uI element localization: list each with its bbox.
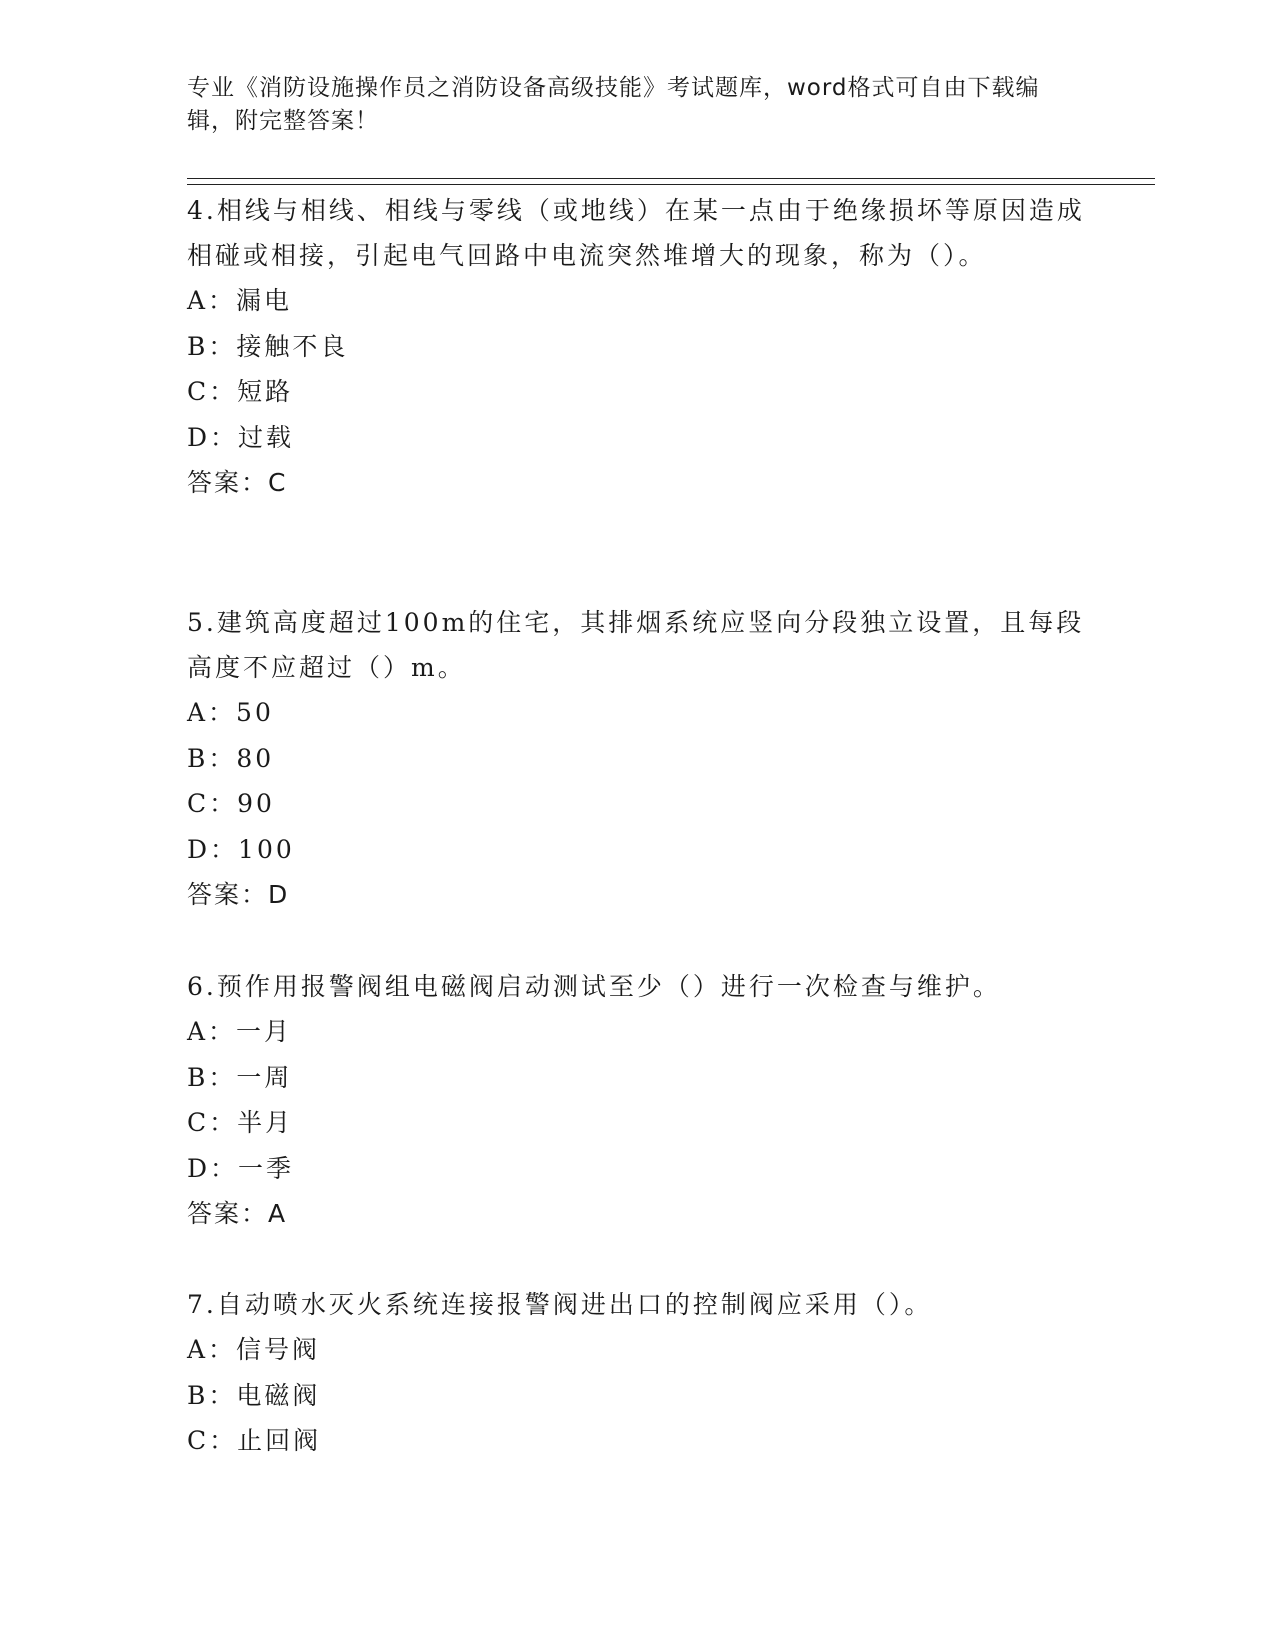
answer-line: 答案：A (187, 1199, 288, 1228)
option-a: A：信号阀 (187, 1335, 321, 1364)
option-b: B：80 (187, 743, 275, 773)
option-b: B：接触不良 (187, 331, 349, 361)
option-d: D：一季 (187, 1153, 295, 1183)
option-a: A：50 (187, 698, 274, 727)
option-b: B：一周 (187, 1062, 293, 1092)
question-stem: 7.自动喷水灭火系统连接报警阀进出口的控制阀应采用（）。 (187, 1290, 933, 1319)
option-b: B：电磁阀 (187, 1380, 321, 1410)
option-c: C：短路 (187, 377, 294, 406)
option-c: C：90 (187, 789, 275, 818)
question-stem: 5.建筑高度超过100m的住宅，其排烟系统应竖向分段独立设置，且每段高度不应超过（）m。 (187, 608, 1085, 682)
question-5 (187, 600, 1087, 917)
option-a: A：一月 (187, 1017, 293, 1046)
option-d: D：过载 (187, 422, 295, 452)
option-a: A：漏电 (187, 286, 293, 315)
option-c: C：半月 (187, 1108, 294, 1137)
answer-line: 答案：D (187, 880, 290, 909)
option-d: D：100 (187, 834, 295, 864)
question-stem: 4.相线与相线、相线与零线（或地线）在某一点由于绝缘损坏等原因造成相碰或相接，引起电气回路中电流突然堆增大的现象，称为（）。 (187, 196, 1085, 270)
question-stem: 6.预作用报警阀组电磁阀启动测试至少（）进行一次检查与维护。 (187, 972, 1001, 1001)
option-c: C：止回阀 (187, 1426, 322, 1455)
question-6 (187, 964, 1087, 1236)
header-rule-top (187, 178, 1155, 179)
document-header: 专业《消防设施操作员之消防设备高级技能》考试题库，word格式可自由下载编辑，附完整答案！ (187, 75, 1040, 134)
header-rule-bottom (187, 184, 1155, 185)
answer-line: 答案：C (187, 468, 288, 497)
question-4 (187, 188, 1087, 505)
question-7 (187, 1282, 1087, 1464)
